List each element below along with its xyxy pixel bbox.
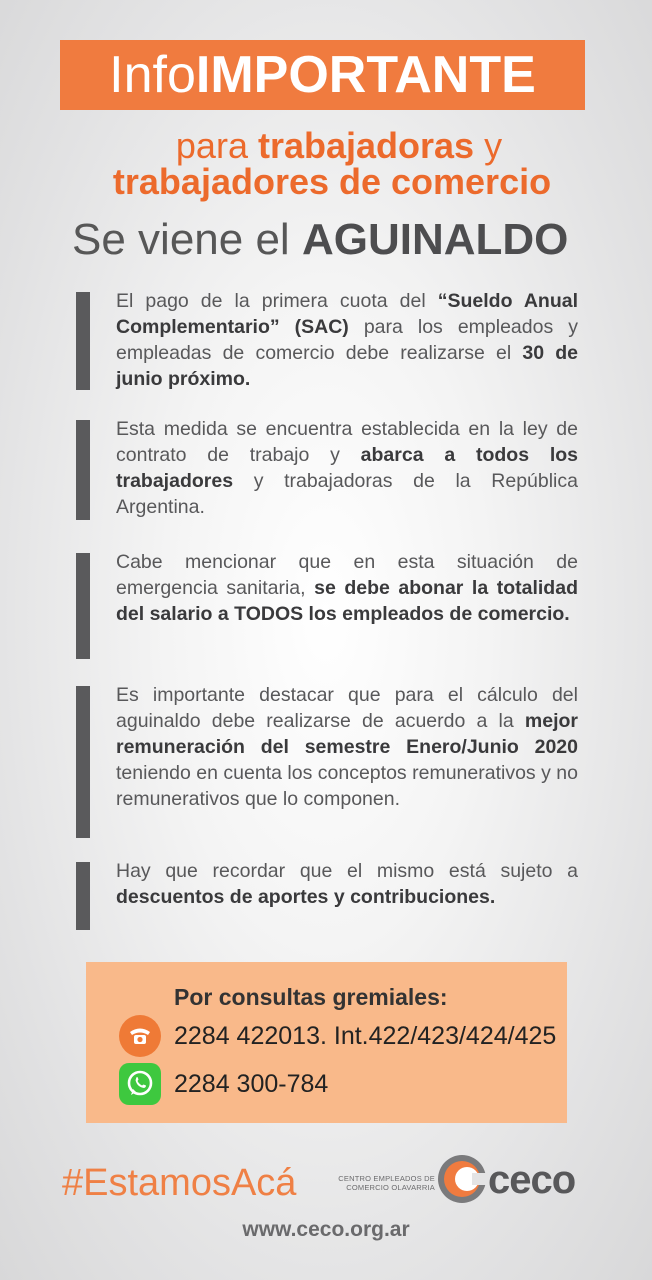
- block-text: Cabe mencionar que en esta situación de emergencia sanitaria, se debe abonar la totalidad del salario a TODOS los empleados de comercio.: [116, 551, 578, 625]
- ceco-logo-text: ceco: [488, 1158, 576, 1202]
- info-importante-banner: [60, 40, 585, 110]
- whatsapp-row[interactable]: [119, 1063, 328, 1105]
- telephone-icon: [119, 1015, 161, 1057]
- subtitle-line-1: para trabajadoras y: [175, 125, 503, 166]
- block-bar: [76, 292, 90, 390]
- banner-importante-text: IMPORTANTE: [195, 46, 536, 104]
- phone-number: 2284 422013. Int.422/423/424/425: [174, 1021, 557, 1050]
- contact-box: [86, 962, 567, 1123]
- org-name: CENTRO EMPLEADOS DE COMERCIO OLAVARRIA: [338, 1174, 435, 1192]
- phone-row[interactable]: [119, 1015, 556, 1057]
- block-bar: [76, 862, 90, 930]
- website-link[interactable]: www.ceco.org.ar: [242, 1218, 410, 1241]
- block-text: Hay que recordar que el mismo está sujeto a descuentos de aportes y contribuciones.: [116, 860, 578, 908]
- info-block-2: [76, 420, 581, 520]
- whatsapp-number: 2284 300-784: [174, 1069, 329, 1098]
- block-text: El pago de la primera cuota del “Sueldo Anual Complementario” (SAC) para los empleados y empleadas de comercio debe realizarse el 30 de junio próximo.: [116, 290, 578, 390]
- block-bar: [76, 553, 90, 659]
- subtitle-line-2: trabajadores de comercio: [112, 161, 552, 202]
- info-block-1: [76, 292, 581, 390]
- info-block-4: [76, 686, 581, 838]
- block-text: Esta medida se encuentra establecida en la ley de contrato de trabajo y abarca a todos los trabajadores y trabajadoras de la República Argentina.: [116, 418, 578, 518]
- hashtag: #EstamosAcá: [62, 1162, 297, 1204]
- info-block-5: [76, 862, 581, 930]
- info-block-3: [76, 553, 581, 659]
- block-text: Es importante destacar que para el cálculo del aguinaldo debe realizarse de acuerdo a la mejor remuneración del semestre Enero/Junio 2020 teniendo en cuenta los conceptos remunerativos y no remunerativos que lo componen.: [116, 684, 578, 810]
- contact-title: Por consultas gremiales:: [174, 984, 448, 1010]
- block-bar: [76, 420, 90, 520]
- banner-info-text: Info: [109, 46, 196, 104]
- whatsapp-icon: [119, 1063, 161, 1105]
- block-bar: [76, 686, 90, 838]
- ceco-logo-icon: [436, 1153, 488, 1205]
- page-title: Se viene el AGUINALDO: [72, 215, 569, 264]
